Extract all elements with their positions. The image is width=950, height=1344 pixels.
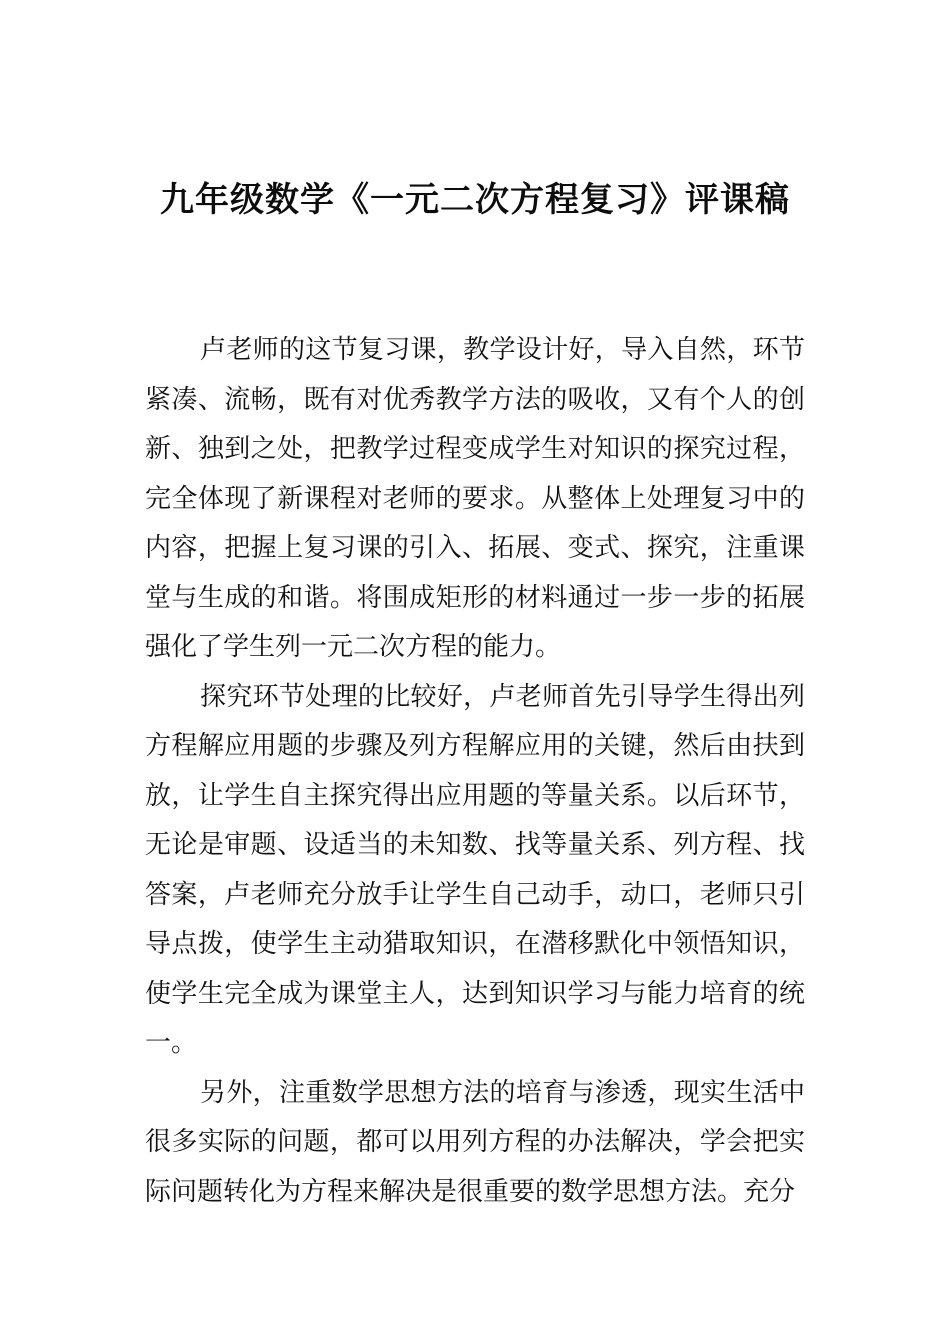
paragraph-1: 卢老师的这节复习课，教学设计好，导入自然，环节紧凑、流畅，既有对优秀教学方法的吸收，又有个人的创新、独到之处，把教学过程变成学生对知识的探究过程，完全体现了新课程对老师的要求。从整体上处理复习中的内容，把握上复习课的引入、拓展、变式、探究，注重课堂与生成的和谐。将围成矩形的材料通过一步一步的拓展强化了学生列一元二次方程的能力。 [145,335,805,662]
document-body [145,326,805,1217]
document-title: 九年级数学《一元二次方程复习》评课稿 [160,180,790,220]
paragraph-3: 另外，注重数学思想方法的培育与渗透，现实生活中很多实际的问题，都可以用列方程的办法解决，学会把实际问题转化为方程来解决是很重要的数学思想方法。充分 [145,1077,805,1207]
paragraph-2: 探究环节处理的比较好，卢老师首先引导学生得出列方程解应用题的步骤及列方程解应用的关键，然后由扶到放，让学生自主探究得出应用题的等量关系。以后环节，无论是审题、设适当的未知数、找等量关系、列方程、找答案，卢老师充分放手让学生自己动手，动口，老师只引导点拨，使学生主动猎取知识，在潜移默化中领悟知识，使学生完全成为课堂主人，达到知识学习与能力培育的统一。 [145,681,805,1058]
